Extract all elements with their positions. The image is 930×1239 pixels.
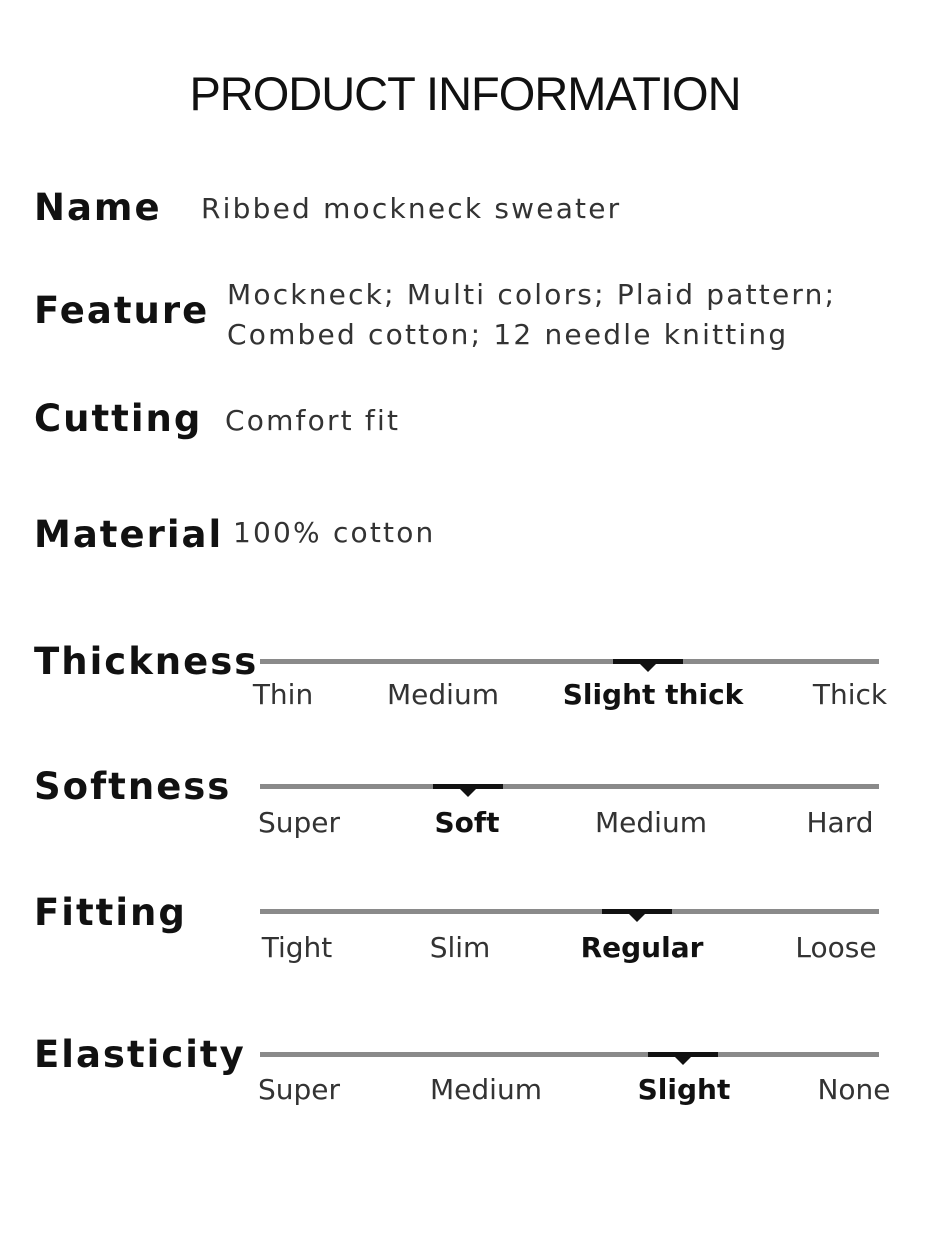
cutting-label: Cutting bbox=[34, 397, 203, 440]
name-label: Name bbox=[34, 186, 162, 229]
softness-marker bbox=[433, 784, 503, 789]
elasticity-label: Elasticity bbox=[34, 1033, 246, 1076]
fitting-option: Slim bbox=[429, 931, 491, 964]
softness-option: Super bbox=[257, 806, 341, 839]
thickness-option: Thin bbox=[252, 678, 314, 711]
cutting-value: Comfort fit bbox=[225, 404, 401, 437]
softness-option: Hard bbox=[806, 806, 874, 839]
fitting-marker bbox=[602, 909, 672, 914]
material-value: 100% cotton bbox=[233, 516, 436, 549]
feature-value-line2: Combed cotton; 12 needle knitting bbox=[227, 318, 789, 351]
fitting-option: Tight bbox=[261, 931, 333, 964]
thickness-option: Thick bbox=[812, 678, 888, 711]
elasticity-marker bbox=[648, 1052, 718, 1057]
fitting-option: Loose bbox=[795, 931, 877, 964]
thickness-option: Slight thick bbox=[562, 678, 744, 711]
fitting-option: Regular bbox=[580, 931, 704, 964]
material-label: Material bbox=[34, 513, 224, 556]
softness-option: Medium bbox=[595, 806, 707, 839]
thickness-option: Medium bbox=[387, 678, 499, 711]
fitting-track bbox=[260, 909, 879, 914]
elasticity-option: None bbox=[817, 1073, 891, 1106]
elasticity-option: Slight bbox=[637, 1073, 731, 1106]
feature-value-line1: Mockneck; Multi colors; Plaid pattern; bbox=[227, 278, 837, 311]
elasticity-track bbox=[260, 1052, 879, 1057]
thickness-marker bbox=[613, 659, 683, 664]
softness-label: Softness bbox=[34, 765, 232, 808]
elasticity-option: Super bbox=[257, 1073, 341, 1106]
thickness-label: Thickness bbox=[34, 640, 259, 683]
softness-option: Soft bbox=[434, 806, 500, 839]
feature-label: Feature bbox=[34, 289, 210, 332]
fitting-label: Fitting bbox=[34, 891, 187, 934]
softness-track bbox=[260, 784, 879, 789]
thickness-track bbox=[260, 659, 879, 664]
name-value: Ribbed mockneck sweater bbox=[201, 192, 622, 225]
page-title: PRODUCT INFORMATION bbox=[189, 67, 741, 120]
elasticity-option: Medium bbox=[430, 1073, 542, 1106]
